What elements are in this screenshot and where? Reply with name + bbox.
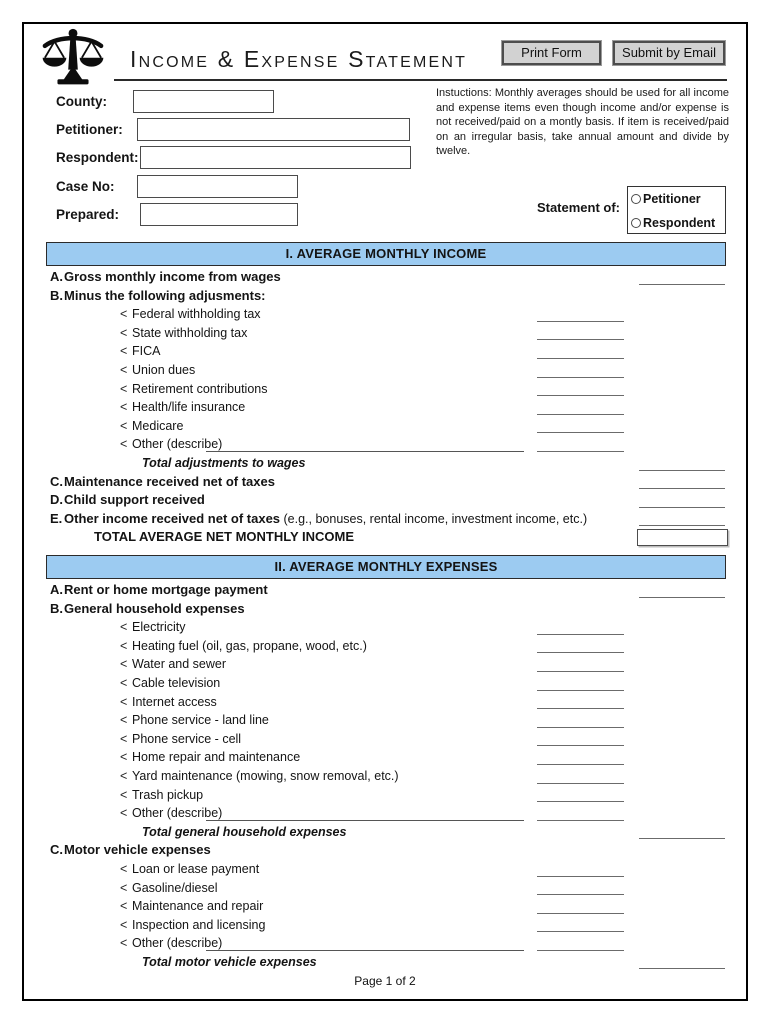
subtotal-label: Total general household expenses	[142, 824, 347, 839]
row-label: Medicare	[132, 418, 184, 433]
amount-line-field[interactable]	[537, 652, 624, 653]
row-label: Internet access	[132, 694, 217, 709]
amount-line-field[interactable]	[537, 876, 624, 877]
row-inspection-and-licensing	[46, 916, 726, 935]
respondent-input[interactable]	[140, 146, 411, 169]
row-fica	[46, 342, 726, 361]
row-label: Water and sewer	[132, 657, 227, 672]
radio-circle-icon[interactable]	[631, 194, 641, 204]
bullet-mark: <	[120, 899, 128, 914]
row-health-life-insurance	[46, 398, 726, 417]
row-label: Loan or lease payment	[132, 861, 260, 876]
row-heating-fuel-oil-gas-propane-wood-etc	[46, 637, 726, 656]
scales-of-justice-icon	[36, 27, 110, 87]
row-label: Maintenance received net of taxes	[64, 473, 275, 489]
amount-line-field[interactable]	[639, 525, 725, 526]
row-gross-monthly-income-from-wages	[46, 268, 726, 287]
amount-line-field[interactable]	[537, 894, 624, 895]
row-label: General household expenses	[64, 600, 245, 616]
amount-line-field[interactable]	[537, 690, 624, 691]
amount-line-field[interactable]	[639, 597, 725, 598]
amount-line-field[interactable]	[639, 968, 725, 969]
row-label: Other (describe)	[132, 437, 223, 452]
row-label: Electricity	[132, 620, 186, 635]
row-state-withholding-tax	[46, 324, 726, 343]
row-gasoline-diesel	[46, 879, 726, 898]
row-maintenance-and-repair	[46, 897, 726, 916]
subtotal-label: Total motor vehicle expenses	[142, 954, 317, 969]
other-describe-field[interactable]	[206, 820, 524, 821]
bullet-mark: <	[120, 400, 128, 415]
row-other-describe	[46, 435, 726, 454]
bullet-mark: <	[120, 936, 128, 951]
amount-line-field[interactable]	[537, 671, 624, 672]
amount-line-field[interactable]	[639, 507, 725, 508]
row-label: Health/life insurance	[132, 400, 246, 415]
row-union-dues	[46, 361, 726, 380]
section-header-expenses: II. AVERAGE MONTHLY EXPENSES	[46, 555, 726, 579]
bullet-mark: <	[120, 437, 128, 452]
amount-line-field[interactable]	[639, 838, 725, 839]
amount-line-field[interactable]	[537, 764, 624, 765]
row-home-repair-and-maintenance	[46, 748, 726, 767]
row-label: Phone service - cell	[132, 731, 242, 746]
row-total-average-net-monthly-income	[46, 528, 726, 547]
radio-option-petitioner[interactable]	[628, 187, 725, 211]
bullet-mark: <	[120, 787, 128, 802]
amount-line-field[interactable]	[537, 451, 624, 452]
grand-total-label: TOTAL AVERAGE NET MONTHLY INCOME	[94, 529, 355, 545]
amount-line-field[interactable]	[537, 377, 624, 378]
radio-label-respondent: Respondent	[643, 216, 716, 230]
row-label: Yard maintenance (mowing, snow removal, etc.)	[132, 768, 399, 783]
row-electricity	[46, 618, 726, 637]
submit-by-email-button[interactable]: Submit by Email	[613, 41, 725, 65]
amount-line-field[interactable]	[639, 470, 725, 471]
row-label: Minus the following adjusments:	[64, 287, 266, 303]
row-label: Rent or home mortgage payment	[64, 582, 268, 597]
row-label: Trash pickup	[132, 787, 204, 802]
row-prefix: D.	[50, 492, 63, 508]
row-label: Gross monthly income from wages	[64, 269, 281, 284]
row-label: Other (describe)	[132, 806, 223, 821]
print-form-button[interactable]: Print Form	[502, 41, 601, 65]
row-child-support-received	[46, 491, 726, 510]
bullet-mark: <	[120, 325, 128, 340]
title-divider	[114, 79, 727, 81]
row-label: Heating fuel (oil, gas, propane, wood, etc.)	[132, 638, 367, 653]
statement-of-label: Statement of:	[536, 200, 620, 215]
amount-line-field[interactable]	[639, 488, 725, 489]
bullet-mark: <	[120, 768, 128, 783]
row-prefix: C.	[50, 842, 63, 858]
bullet-mark: <	[120, 880, 128, 895]
county-input[interactable]	[133, 90, 274, 113]
bullet-mark: <	[120, 731, 128, 746]
amount-line-field[interactable]	[537, 727, 624, 728]
form-page	[22, 22, 748, 1001]
row-retirement-contributions	[46, 380, 726, 399]
bullet-mark: <	[120, 861, 128, 876]
row-total-adjustments-to-wages	[46, 454, 726, 473]
amount-line-field[interactable]	[537, 820, 624, 821]
row-water-and-sewer	[46, 655, 726, 674]
bullet-mark: <	[120, 362, 128, 377]
row-label: Retirement contributions	[132, 381, 268, 396]
bullet-mark: <	[120, 657, 128, 672]
radio-option-respondent[interactable]	[628, 211, 725, 235]
other-describe-field[interactable]	[206, 950, 524, 951]
bullet-mark: <	[120, 620, 128, 635]
row-trash-pickup	[46, 786, 726, 805]
bullet-mark: <	[120, 675, 128, 690]
row-prefix: B.	[50, 287, 63, 303]
bullet-mark: <	[120, 694, 128, 709]
field-label-county: County:	[56, 94, 107, 109]
row-other-income-received-net-of-taxes	[46, 510, 726, 529]
field-label-case-no: Case No:	[56, 179, 115, 194]
row-cable-television	[46, 674, 726, 693]
row-prefix: E.	[50, 510, 63, 526]
prepared-input[interactable]	[140, 203, 298, 226]
amount-line-field[interactable]	[537, 339, 624, 340]
field-label-prepared: Prepared:	[56, 207, 120, 222]
form-title: Income & Expense Statement	[130, 46, 468, 72]
row-label: Cable television	[132, 675, 221, 690]
bullet-mark: <	[120, 713, 128, 728]
amount-line-field[interactable]	[537, 708, 624, 709]
row-label: Union dues	[132, 362, 196, 377]
page-number: Page 1 of 2	[354, 974, 416, 988]
row-label: Child support received	[64, 492, 205, 508]
case-no-input[interactable]	[137, 175, 298, 198]
row-label: Inspection and licensing	[132, 917, 266, 932]
bullet-mark: <	[120, 418, 128, 433]
amount-line-field[interactable]	[537, 321, 624, 322]
row-prefix: C.	[50, 473, 63, 489]
row-prefix: B.	[50, 600, 63, 616]
row-label: Maintenance and repair	[132, 899, 264, 914]
row-prefix: A.	[50, 582, 63, 597]
bullet-mark: <	[120, 344, 128, 359]
statement-of-radiogroup	[627, 186, 726, 234]
row-label: FICA	[132, 344, 161, 359]
row-phone-service-cell	[46, 730, 726, 749]
other-describe-field[interactable]	[206, 451, 524, 452]
amount-line-field[interactable]	[537, 801, 624, 802]
row-rent-or-home-mortgage-payment	[46, 581, 726, 600]
row-medicare	[46, 417, 726, 436]
row-label: Home repair and maintenance	[132, 750, 301, 765]
amount-line-field[interactable]	[537, 432, 624, 433]
amount-line-field[interactable]	[537, 745, 624, 746]
row-maintenance-received-net-of-taxes	[46, 473, 726, 492]
row-prefix: A.	[50, 269, 63, 284]
row-label: Gasoline/diesel	[132, 880, 218, 895]
amount-line-field[interactable]	[537, 913, 624, 914]
row-label: Motor vehicle expenses	[64, 842, 211, 858]
bullet-mark: <	[120, 381, 128, 396]
row-total-motor-vehicle-expenses	[46, 953, 726, 972]
bullet-mark: <	[120, 806, 128, 821]
row-minus-the-following-adjusments	[46, 287, 726, 306]
row-motor-vehicle-expenses	[46, 841, 726, 860]
row-label: Federal withholding tax	[132, 307, 261, 322]
section-header-income: I. AVERAGE MONTHLY INCOME	[46, 242, 726, 266]
bullet-mark: <	[120, 917, 128, 932]
amount-line-field[interactable]	[537, 950, 624, 951]
row-yard-maintenance-mowing-snow-removal-etc	[46, 767, 726, 786]
row-federal-withholding-tax	[46, 305, 726, 324]
row-general-household-expenses	[46, 600, 726, 619]
row-label: Phone service - land line	[132, 713, 269, 728]
bullet-mark: <	[120, 750, 128, 765]
row-label: State withholding tax	[132, 325, 248, 340]
bullet-mark: <	[120, 307, 128, 322]
amount-line-field[interactable]	[537, 931, 624, 932]
row-label-suffix: (e.g., bonuses, rental income, investment income, etc.)	[280, 511, 588, 526]
amount-line-field[interactable]	[537, 358, 624, 359]
row-phone-service-land-line	[46, 711, 726, 730]
total-amount-input-box[interactable]	[637, 529, 728, 546]
field-label-petitioner: Petitioner:	[56, 122, 123, 137]
radio-label-petitioner: Petitioner	[643, 192, 701, 206]
amount-line-field[interactable]	[537, 783, 624, 784]
section-rows-income	[46, 268, 726, 547]
row-label: Other income received net of taxes (e.g., bonuses, rental income, investment income, etc.)	[64, 510, 588, 526]
amount-line-field[interactable]	[537, 634, 624, 635]
radio-circle-icon[interactable]	[631, 218, 641, 228]
subtotal-label: Total adjustments to wages	[142, 455, 306, 470]
row-internet-access	[46, 693, 726, 712]
field-label-respondent: Respondent:	[56, 150, 139, 165]
bullet-mark: <	[120, 638, 128, 653]
amount-line-field[interactable]	[639, 284, 725, 285]
instructions-text: Instuctions: Monthly averages should be used for all income and expense items even though income and/or expense is not received/paid on a montly basis. If item is received/paid on an irregular basis, take annual amount and divide by twelve.	[436, 87, 729, 158]
row-other-describe	[46, 934, 726, 953]
amount-line-field[interactable]	[537, 414, 624, 415]
row-total-general-household-expenses	[46, 823, 726, 842]
row-label: Other (describe)	[132, 936, 223, 951]
section-rows-expenses	[46, 581, 726, 971]
petitioner-input[interactable]	[137, 118, 410, 141]
row-loan-or-lease-payment	[46, 860, 726, 879]
amount-line-field[interactable]	[537, 395, 624, 396]
row-other-describe	[46, 804, 726, 823]
